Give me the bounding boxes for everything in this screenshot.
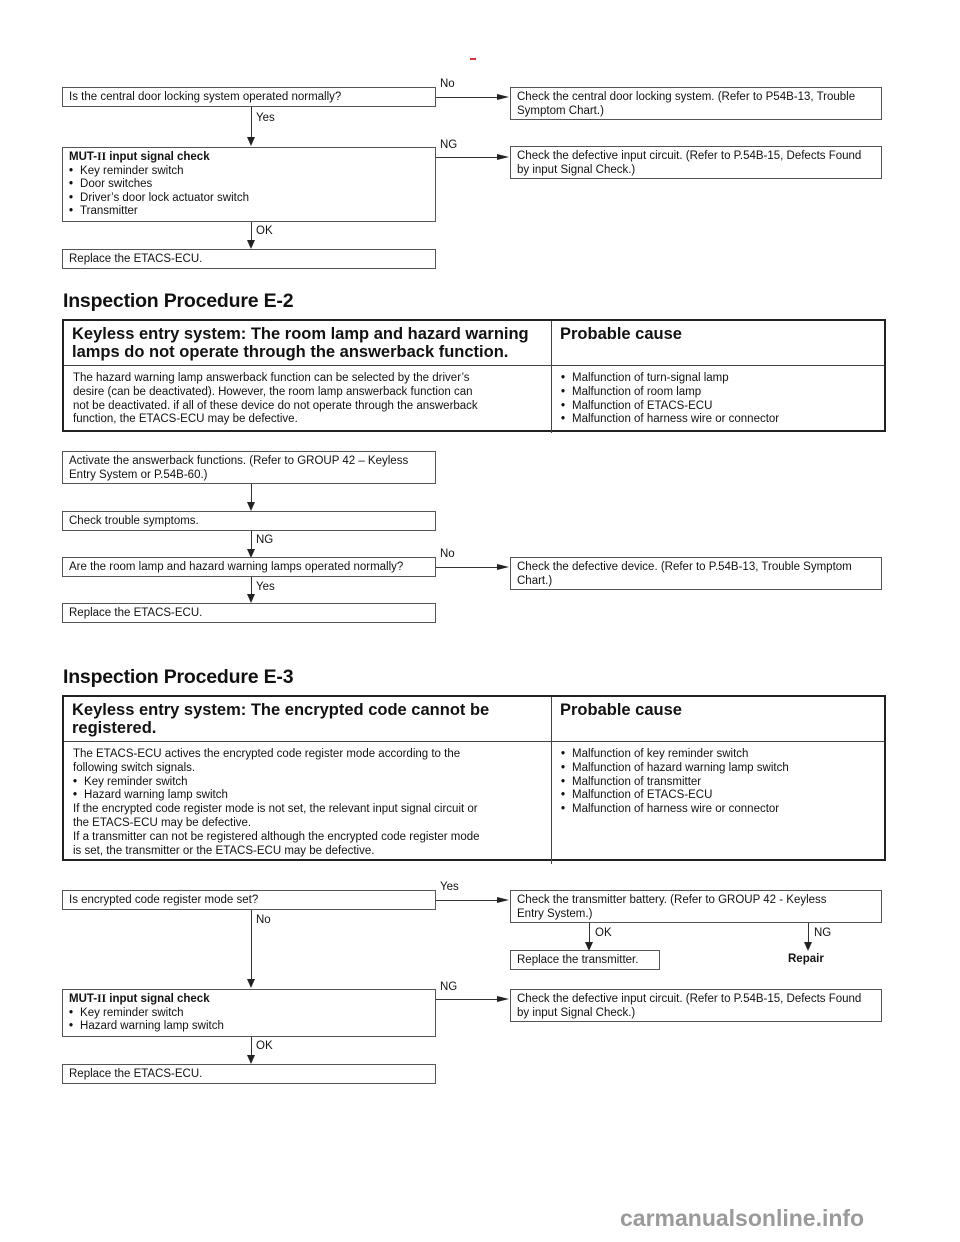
central-lock-yes-label: Yes bbox=[256, 112, 275, 124]
arrow-right-icon bbox=[497, 94, 509, 100]
connector bbox=[436, 999, 498, 1000]
arrow-down-icon bbox=[247, 1055, 255, 1064]
connector bbox=[251, 107, 252, 138]
e2-symptoms-ng-label: NG bbox=[256, 534, 274, 546]
e3-mut-input-check-box: MUT-II input signal check • Key reminder switch • Hazard warning lamp switch bbox=[62, 989, 436, 1037]
e3-causes: • Malfunction of key reminder switch • Malfunction of hazard warning lamp switch • Malfunction of transmitter • Malfunction of ETACS-ECU • Malfunction of harness wire or connector bbox=[552, 742, 884, 864]
e3-battery-ok-label: OK bbox=[595, 927, 612, 939]
e3-symptom-title: Keyless entry system: The encrypted code cannot be registered. bbox=[64, 697, 552, 742]
e3-mut-ng-box: Check the defective input circuit. (Refer to P.54B-15, Defects Found by input Signal Check.) bbox=[510, 989, 882, 1022]
e3-mut-ok-label: OK bbox=[256, 1040, 273, 1052]
connector bbox=[251, 1037, 252, 1056]
connector bbox=[808, 923, 809, 943]
connector bbox=[251, 910, 252, 980]
e2-causes: • Malfunction of turn-signal lamp • Malfunction of room lamp • Malfunction of ETACS-ECU • Malfunction of harness wire or connector bbox=[552, 366, 884, 433]
e2-replace-ecu-box: Replace the ETACS-ECU. bbox=[62, 603, 436, 623]
e2-cause-title: Probable cause bbox=[552, 321, 884, 366]
mut-ok-label: OK bbox=[256, 225, 273, 237]
e3-symptom-table bbox=[62, 695, 886, 861]
e2-activate-answerback-box: Activate the answerback functions. (Refer to GROUP 42 – Keyless Entry System or P.54B-60.) bbox=[62, 451, 436, 484]
top-dash-mark bbox=[470, 58, 476, 60]
e2-check-device-box: Check the defective device. (Refer to P.54B-13, Trouble Symptom Chart.) bbox=[510, 557, 882, 590]
e3-register-yes-label: Yes bbox=[440, 881, 459, 893]
connector bbox=[436, 900, 498, 901]
connector bbox=[251, 484, 252, 503]
e3-register-no-label: No bbox=[256, 914, 271, 926]
e3-description: The ETACS-ECU actives the encrypted code register mode according to the following switch signals. • Key reminder switch • Hazard warning lamp switch If the encrypted code register mode is not set, the relevant input signal circuit or the ETACS-ECU may be defective. If a transmitter can not be registered although the encrypted code register mode is set, the transmitter or the ETACS-ECU may be defective. bbox=[64, 742, 552, 864]
e3-mut-ng-label: NG bbox=[440, 981, 458, 993]
e2-heading: Inspection Procedure E-2 bbox=[63, 290, 294, 312]
central-lock-no-box: Check the central door locking system. (Refer to P54B-13, Trouble Symptom Chart.) bbox=[510, 87, 882, 120]
e3-cause-title: Probable cause bbox=[552, 697, 884, 742]
watermark-text: carmanualsonline.info bbox=[620, 1205, 865, 1231]
replace-ecu-box: Replace the ETACS-ECU. bbox=[62, 249, 436, 269]
e3-heading: Inspection Procedure E-3 bbox=[63, 666, 294, 688]
connector bbox=[436, 567, 498, 568]
central-lock-no-label: No bbox=[440, 78, 455, 90]
arrow-down-icon bbox=[247, 594, 255, 603]
arrow-down-icon bbox=[247, 502, 255, 511]
arrow-down-icon bbox=[247, 979, 255, 988]
mut-input-check-box: MUT-II input signal check • Key reminder switch • Door switches • Driver’s door lock actuator switch • Transmitter bbox=[62, 147, 436, 222]
arrow-right-icon bbox=[497, 154, 509, 160]
connector bbox=[251, 222, 252, 241]
e3-register-mode-question-box: Is encrypted code register mode set? bbox=[62, 890, 436, 910]
arrow-right-icon bbox=[497, 897, 509, 903]
arrow-right-icon bbox=[497, 996, 509, 1002]
e3-repair-label: Repair bbox=[788, 953, 824, 965]
e2-symptom-title: Keyless entry system: The room lamp and hazard warning lamps do not operate through the answerback function. bbox=[64, 321, 552, 366]
mut-ng-label: NG bbox=[440, 139, 458, 151]
connector bbox=[251, 531, 252, 550]
e2-lamps-question-box: Are the room lamp and hazard warning lamps operated normally? bbox=[62, 557, 436, 577]
connector bbox=[436, 157, 498, 158]
connector bbox=[251, 577, 252, 595]
e3-replace-transmitter-box: Replace the transmitter. bbox=[510, 950, 660, 970]
e3-check-battery-box: Check the transmitter battery. (Refer to GROUP 42 - Keyless Entry System.) bbox=[510, 890, 882, 923]
arrow-down-icon bbox=[247, 137, 255, 146]
e3-replace-ecu-box: Replace the ETACS-ECU. bbox=[62, 1064, 436, 1084]
connector bbox=[589, 923, 590, 943]
arrow-down-icon bbox=[804, 942, 812, 951]
e2-description: The hazard warning lamp answerback function can be selected by the driver’s desire (can be deactivated). However, the room lamp answerback function can not be deactivated. if all of these device do not operate through the answerback function, the ETACS-ECU may be defective. bbox=[64, 366, 552, 433]
mut-ng-box: Check the defective input circuit. (Refer to P.54B-15, Defects Found by input Signal Check.) bbox=[510, 146, 882, 179]
connector bbox=[436, 97, 498, 98]
e2-symptom-table bbox=[62, 319, 886, 432]
arrow-right-icon bbox=[497, 564, 509, 570]
e2-check-symptoms-box: Check trouble symptoms. bbox=[62, 511, 436, 531]
e2-lamps-yes-label: Yes bbox=[256, 581, 275, 593]
e2-lamps-no-label: No bbox=[440, 548, 455, 560]
central-lock-question-box: Is the central door locking system operated normally? bbox=[62, 87, 436, 107]
e3-battery-ng-label: NG bbox=[814, 927, 832, 939]
arrow-down-icon bbox=[247, 240, 255, 249]
